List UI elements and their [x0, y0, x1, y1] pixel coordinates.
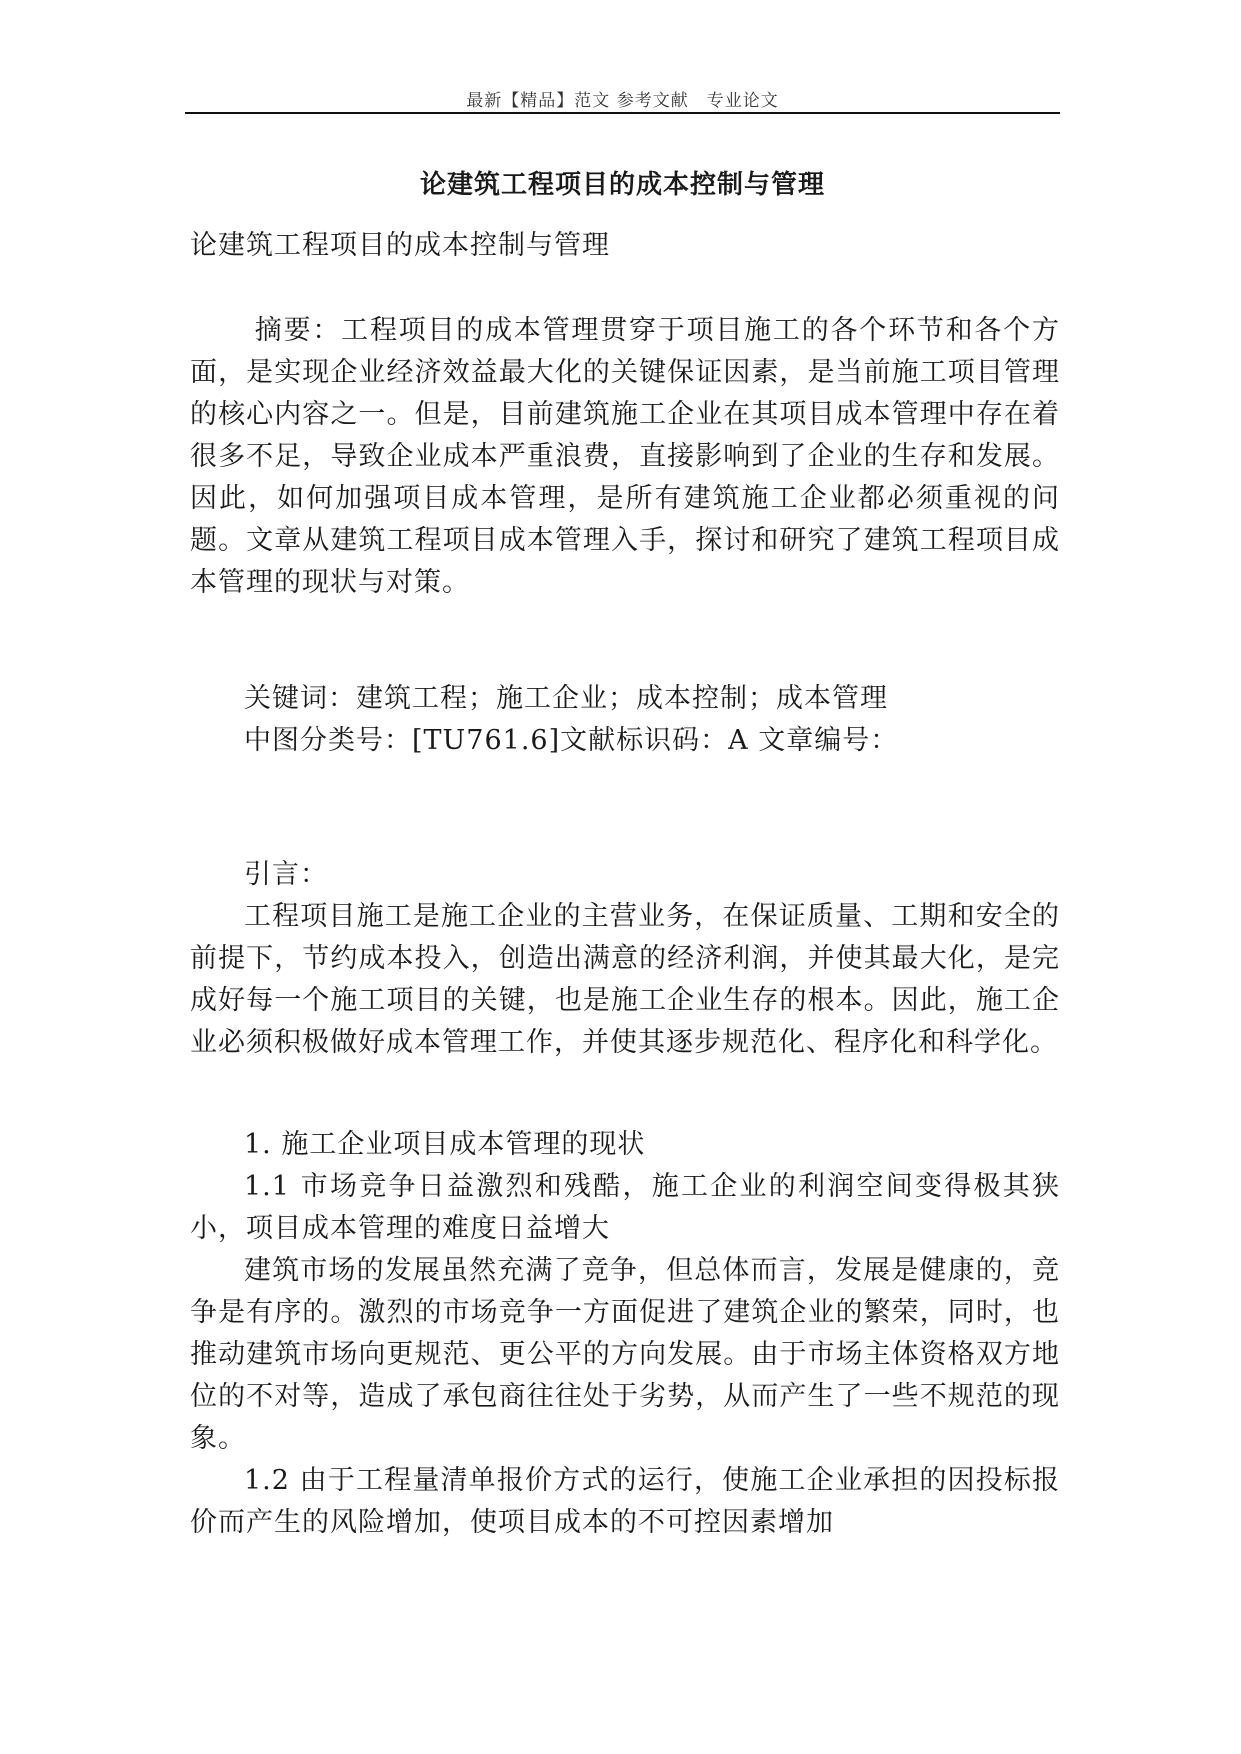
intro-heading: 引言：	[244, 859, 328, 890]
classification-line: 中图分类号：[TU761.6]文献标识码：A 文章编号：	[244, 725, 899, 756]
document-subtitle: 论建筑工程项目的成本控制与管理	[190, 230, 610, 261]
keywords-line: 关键词：建筑工程；施工企业；成本控制；成本管理	[244, 683, 888, 714]
section-1-heading: 1. 施工企业项目成本管理的现状	[244, 1129, 646, 1160]
section-1-2-heading: 1.2 由于工程量清单报价方式的运行，使施工企业承担的因投标报价而产生的风险增加，使项目成本的不可控因素增加	[190, 1465, 1060, 1538]
abstract-paragraph: 摘要：工程项目的成本管理贯穿于项目施工的各个环节和各个方面，是实现企业经济效益最大化的关键保证因素，是当前施工项目管理的核心内容之一。但是，目前建筑施工企业在其项目成本管理中存在着很多不足，导致企业成本严重浪费，直接影响到了企业的生存和发展。因此，如何加强项目成本管理，是所有建筑施工企业都必须重视的问题。文章从建筑工程项目成本管理入手，探讨和研究了建筑工程项目成本管理的现状与对策。	[190, 315, 1060, 598]
section-1-1-paragraph: 建筑市场的发展虽然充满了竞争，但总体而言，发展是健康的，竞争是有序的。激烈的市场竞争一方面促进了建筑企业的繁荣，同时，也推动建筑市场向更规范、更公平的方向发展。由于市场主体资格双方地位的不对等，造成了承包商往往处于劣势，从而产生了一些不规范的现象。	[190, 1255, 1060, 1454]
section-1-1-heading: 1.1 市场竞争日益激烈和残酷，施工企业的利润空间变得极其狭小，项目成本管理的难度日益增大	[190, 1171, 1060, 1244]
page-header: 最新【精品】范文 参考文献 专业论文	[466, 91, 779, 111]
header-divider	[185, 112, 1060, 114]
intro-paragraph: 工程项目施工是施工企业的主营业务，在保证质量、工期和安全的前提下，节约成本投入，创造出满意的经济利润，并使其最大化，是完成好每一个施工项目的关键，也是施工企业生存的根本。因此，施工企业必须积极做好成本管理工作，并使其逐步规范化、程序化和科学化。	[190, 901, 1060, 1058]
document-title: 论建筑工程项目的成本控制与管理	[419, 170, 825, 200]
